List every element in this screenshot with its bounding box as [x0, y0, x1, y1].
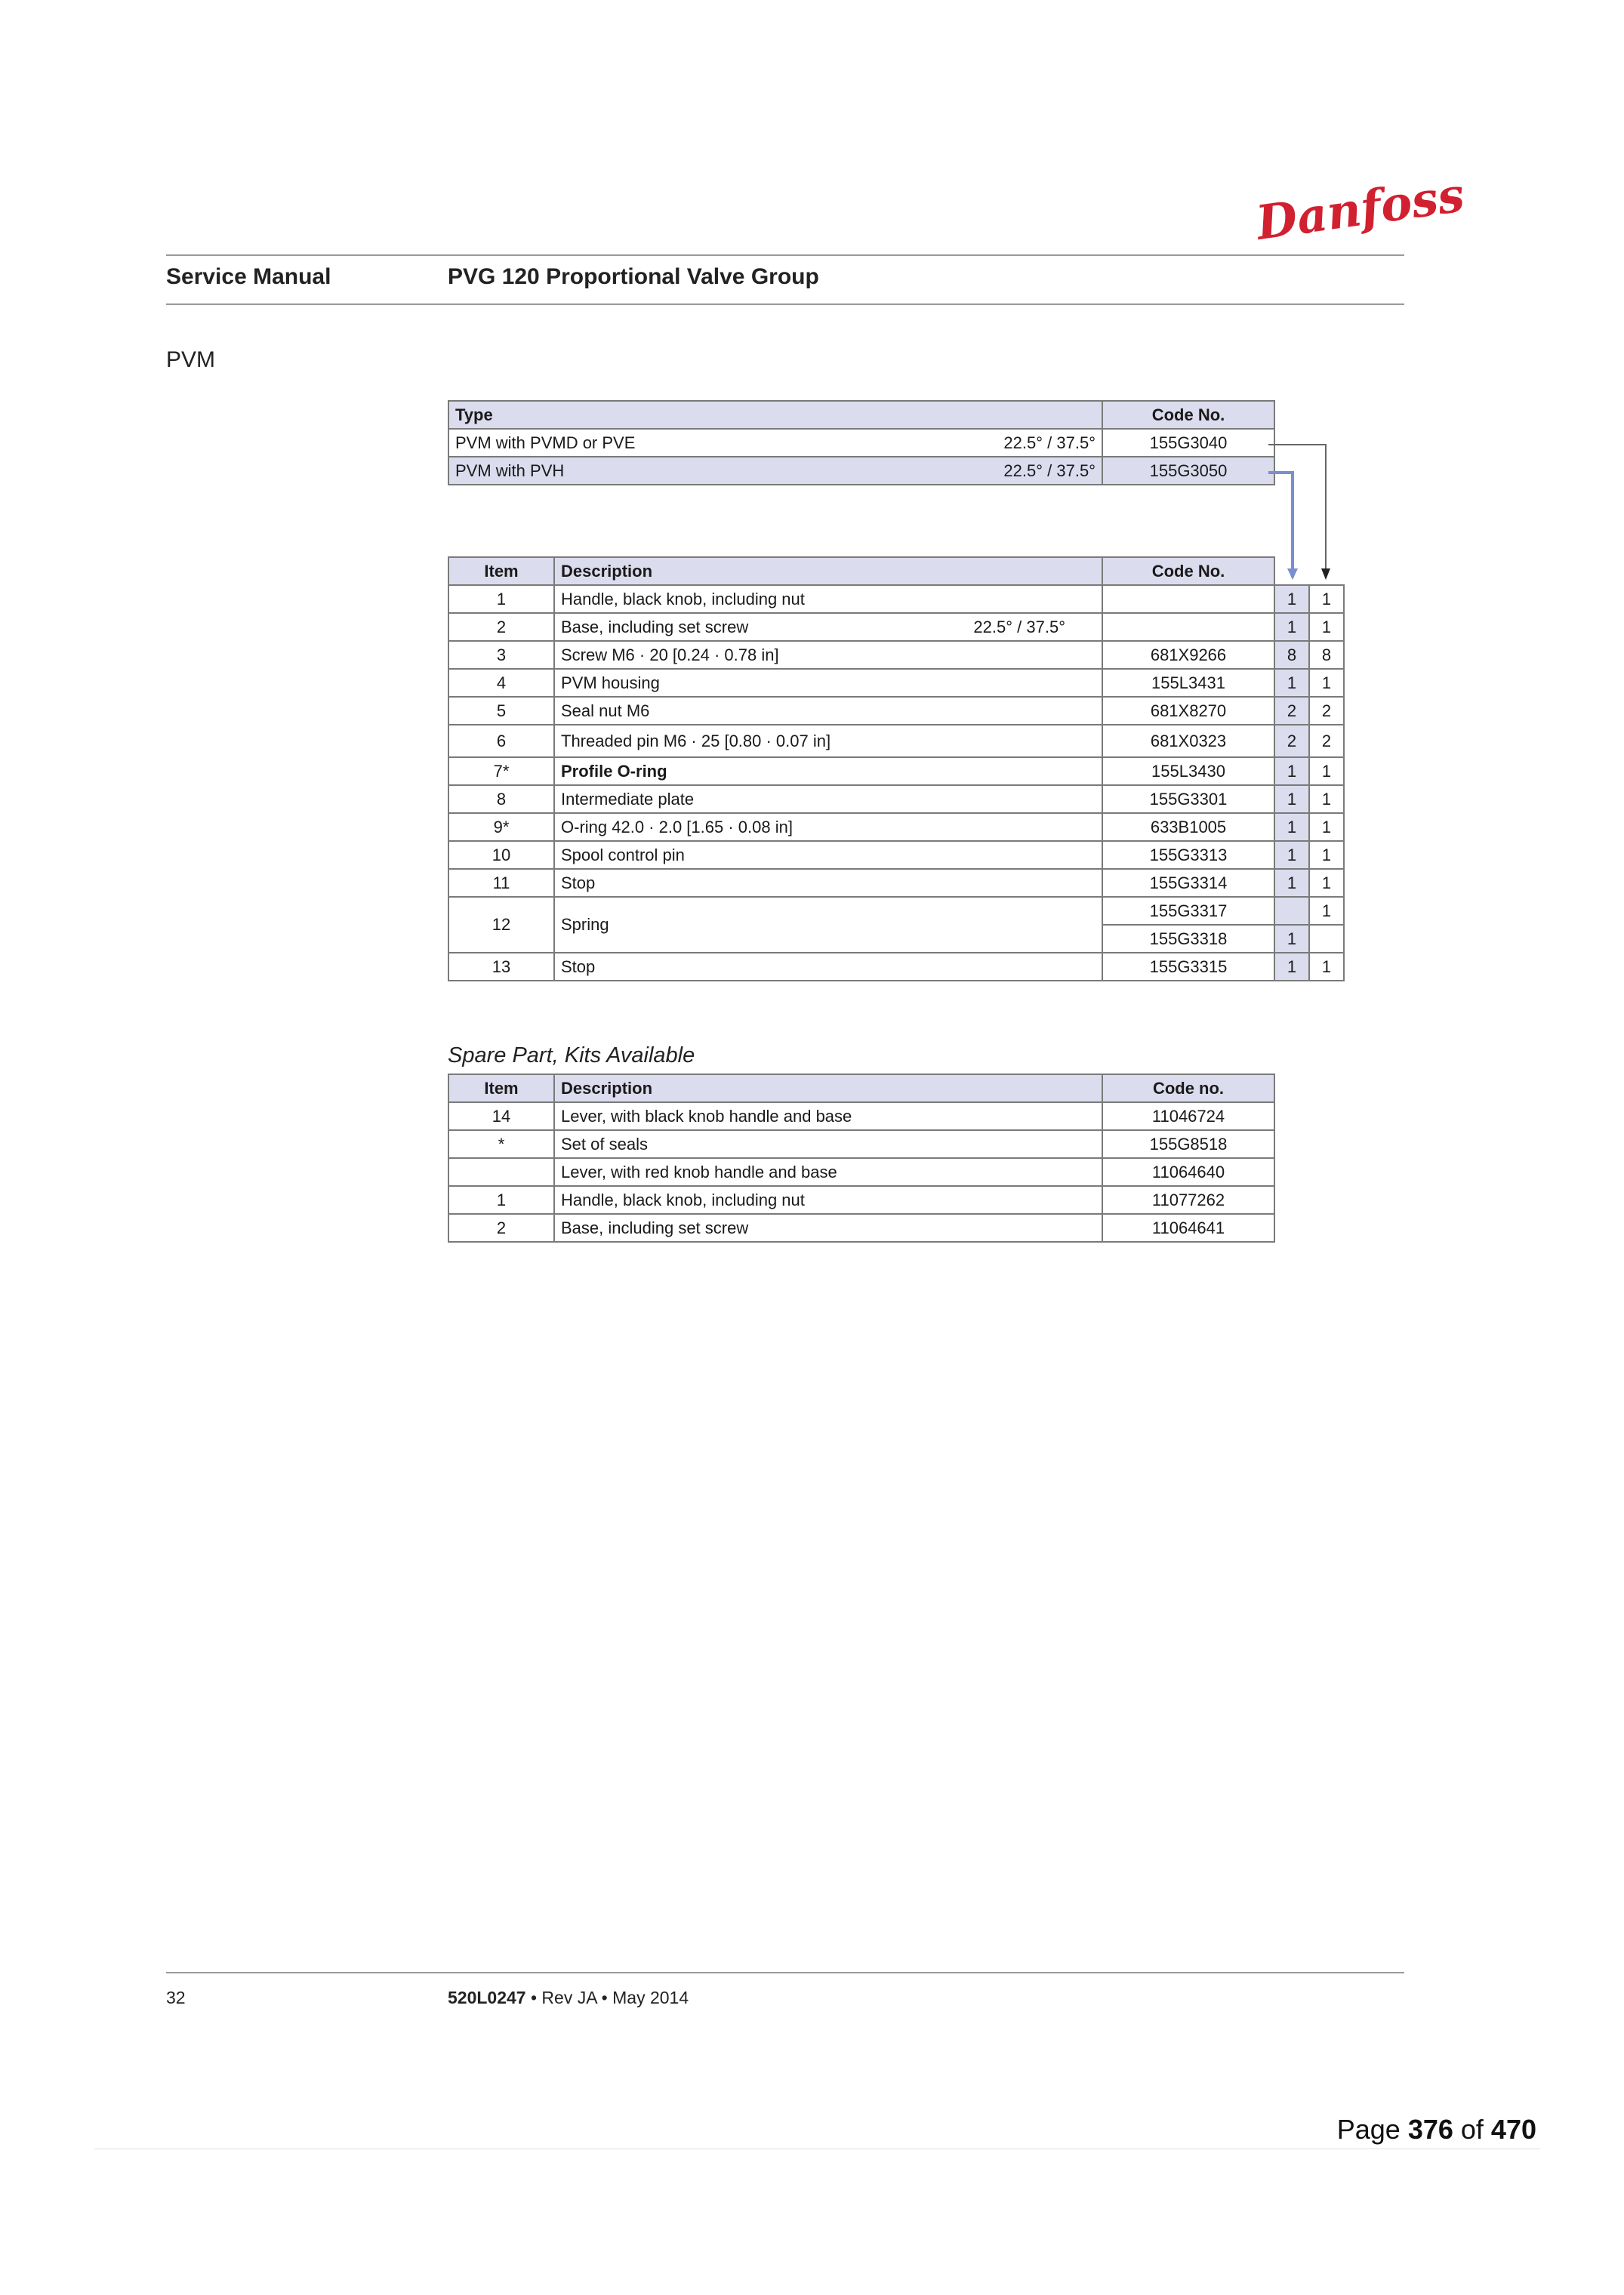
item-cell: 6 — [448, 725, 554, 757]
qty-pve-cell: 1 — [1309, 841, 1344, 869]
item-cell: 3 — [448, 641, 554, 669]
description-cell: Handle, black knob, including nut — [554, 1186, 1102, 1214]
description-cell: Handle, black knob, including nut — [554, 585, 1102, 613]
pager-of: of — [1453, 2114, 1491, 2145]
table-row — [448, 641, 1344, 669]
pager-prefix: Page — [1336, 2114, 1408, 2145]
code-cell: 155G3313 — [1102, 841, 1274, 869]
item-cell: 11 — [448, 869, 554, 897]
item-cell: 13 — [448, 953, 554, 981]
qty-pvh-cell: 1 — [1274, 785, 1309, 813]
item-header: Item — [448, 557, 554, 585]
table-row — [448, 1186, 1274, 1214]
code-header: Code no. — [1102, 1074, 1274, 1102]
footer-rule — [166, 1972, 1404, 1973]
table-row — [448, 725, 1344, 757]
table-row — [448, 1130, 1274, 1158]
description-cell: Spring — [554, 897, 1102, 953]
code-cell: 155G8518 — [1102, 1130, 1274, 1158]
table-row — [448, 897, 1344, 925]
qty-pvh-cell: 1 — [1274, 925, 1309, 953]
item-cell: 4 — [448, 669, 554, 697]
code-cell: 633B1005 — [1102, 813, 1274, 841]
code-cell: 155G3318 — [1102, 925, 1274, 953]
qty-pve-cell: 2 — [1309, 697, 1344, 725]
qty-pvh-cell: 1 — [1274, 585, 1309, 613]
item-header: Item — [448, 1074, 554, 1102]
description-header: Description — [554, 1074, 1102, 1102]
qty-pvh-cell: 1 — [1274, 953, 1309, 981]
code-cell: 11064641 — [1102, 1214, 1274, 1242]
item-cell — [448, 1158, 554, 1186]
description-header: Description — [554, 557, 1102, 585]
doc-revision: • Rev JA • May 2014 — [525, 1988, 689, 2007]
type-angle: 22.5° / 37.5° — [1003, 433, 1096, 452]
item-cell: 2 — [448, 1214, 554, 1242]
description-cell: Seal nut M6 — [554, 697, 1102, 725]
type-code: 155G3050 — [1102, 457, 1274, 485]
description-cell: Base, including set screw — [554, 1214, 1102, 1242]
code-cell: 155G3315 — [1102, 953, 1274, 981]
code-cell: 681X9266 — [1102, 641, 1274, 669]
type-header: Type — [448, 401, 1102, 429]
code-cell: 155G3314 — [1102, 869, 1274, 897]
table-row — [448, 813, 1344, 841]
qty-pvh-cell: 2 — [1274, 697, 1309, 725]
description-cell: PVM housing — [554, 669, 1102, 697]
qty-pve-cell: 1 — [1309, 785, 1344, 813]
angle-cell: 22.5° / 37.5° — [973, 617, 1065, 636]
item-cell: 1 — [448, 585, 554, 613]
description-cell: O-ring 42.0 · 2.0 [1.65 · 0.08 in] — [554, 813, 1102, 841]
table-row — [448, 1158, 1274, 1186]
type-angle: 22.5° / 37.5° — [1003, 461, 1096, 480]
code-cell — [1102, 613, 1274, 641]
qty-pve-cell: 1 — [1309, 585, 1344, 613]
qty-pve-cell: 1 — [1309, 869, 1344, 897]
qty-pve-cell: 1 — [1309, 669, 1344, 697]
qty-pvh-cell: 1 — [1274, 813, 1309, 841]
header-rule-bottom — [166, 303, 1404, 305]
item-cell: 10 — [448, 841, 554, 869]
header-title: PVG 120 Proportional Valve Group — [448, 264, 819, 289]
qty-pvh-cell: 1 — [1274, 669, 1309, 697]
table-row — [448, 669, 1344, 697]
type-name: PVM with PVH — [455, 461, 565, 480]
qty-pvh-cell: 1 — [1274, 869, 1309, 897]
item-cell: 9* — [448, 813, 554, 841]
description-cell: Stop — [554, 869, 1102, 897]
qty-pve-cell: 1 — [1309, 953, 1344, 981]
page-number: 32 — [166, 1988, 186, 2007]
table-row — [448, 869, 1344, 897]
code-cell: 681X8270 — [1102, 697, 1274, 725]
qty-pve-cell: 8 — [1309, 641, 1344, 669]
table-row — [448, 1214, 1274, 1242]
type-name: PVM with PVMD or PVE — [455, 433, 636, 452]
code-cell: 155L3430 — [1102, 757, 1274, 785]
type-table — [448, 400, 1275, 485]
item-cell: 14 — [448, 1102, 554, 1130]
doc-code: 520L0247 — [448, 1988, 526, 2007]
code-cell: 11064640 — [1102, 1158, 1274, 1186]
qty-pvh-cell: 1 — [1274, 613, 1309, 641]
table-row — [448, 697, 1344, 725]
item-cell: * — [448, 1130, 554, 1158]
item-cell: 8 — [448, 785, 554, 813]
item-cell: 1 — [448, 1186, 554, 1214]
code-cell: 11077262 — [1102, 1186, 1274, 1214]
item-cell: 12 — [448, 897, 554, 953]
code-header: Code No. — [1102, 401, 1274, 429]
code-cell: 155L3431 — [1102, 669, 1274, 697]
table-row — [448, 953, 1344, 981]
section-title: PVM — [166, 347, 216, 372]
qty-pvh-cell: 8 — [1274, 641, 1309, 669]
description-cell: Screw M6 · 20 [0.24 · 0.78 in] — [554, 641, 1102, 669]
qty-pve-cell: 1 — [1309, 757, 1344, 785]
table-row — [448, 457, 1274, 485]
qty-pve-cell: 2 — [1309, 725, 1344, 757]
item-cell: 7* — [448, 757, 554, 785]
pager-current: 376 — [1407, 2114, 1453, 2145]
description-cell: Profile O-ring — [554, 757, 1102, 785]
description-cell: Set of seals — [554, 1130, 1102, 1158]
code-cell: 681X0323 — [1102, 725, 1274, 757]
table-row — [448, 1102, 1274, 1130]
code-cell: 11046724 — [1102, 1102, 1274, 1130]
qty-pvh-cell: 1 — [1274, 841, 1309, 869]
qty-pve-cell — [1309, 925, 1344, 953]
svg-text:Danfoss: Danfoss — [1253, 167, 1468, 251]
description-cell: Spool control pin — [554, 841, 1102, 869]
pager-total: 470 — [1490, 2114, 1536, 2145]
description-cell: Lever, with black knob handle and base — [554, 1102, 1102, 1130]
danfoss-logo — [1253, 167, 1468, 251]
code-cell — [1102, 585, 1274, 613]
table-row — [448, 613, 1344, 641]
spare-caption: Spare Part, Kits Available — [448, 1043, 695, 1067]
item-cell: 2 — [448, 613, 554, 641]
doc-reference — [448, 1988, 689, 2008]
qty-pve-cell: 1 — [1309, 813, 1344, 841]
header-left: Service Manual — [166, 264, 331, 289]
description-cell: Threaded pin M6 · 25 [0.80 · 0.07 in] — [554, 725, 1102, 757]
type-code: 155G3040 — [1102, 429, 1274, 457]
qty-pve-cell: 1 — [1309, 897, 1344, 925]
table-row — [448, 757, 1344, 785]
table-row — [448, 841, 1344, 869]
blank-cell — [1309, 557, 1344, 585]
table-row — [448, 429, 1274, 457]
qty-pvh-cell — [1274, 897, 1309, 925]
table-row — [448, 785, 1344, 813]
qty-pvh-cell: 2 — [1274, 725, 1309, 757]
code-cell: 155G3317 — [1102, 897, 1274, 925]
qty-pvh-cell: 1 — [1274, 757, 1309, 785]
description-cell: Intermediate plate — [554, 785, 1102, 813]
qty-pve-cell: 1 — [1309, 613, 1344, 641]
description-cell: Lever, with red knob handle and base — [554, 1158, 1102, 1186]
spare-table — [448, 1074, 1275, 1243]
code-header: Code No. — [1102, 557, 1274, 585]
item-cell: 5 — [448, 697, 554, 725]
header-rule-top — [166, 254, 1404, 256]
description-cell: Base, including set screw — [561, 617, 749, 636]
parts-table — [448, 556, 1345, 981]
table-row — [448, 585, 1344, 613]
code-cell: 155G3301 — [1102, 785, 1274, 813]
pager — [1337, 2114, 1536, 2146]
description-cell: Stop — [554, 953, 1102, 981]
blank-cell — [1274, 557, 1309, 585]
